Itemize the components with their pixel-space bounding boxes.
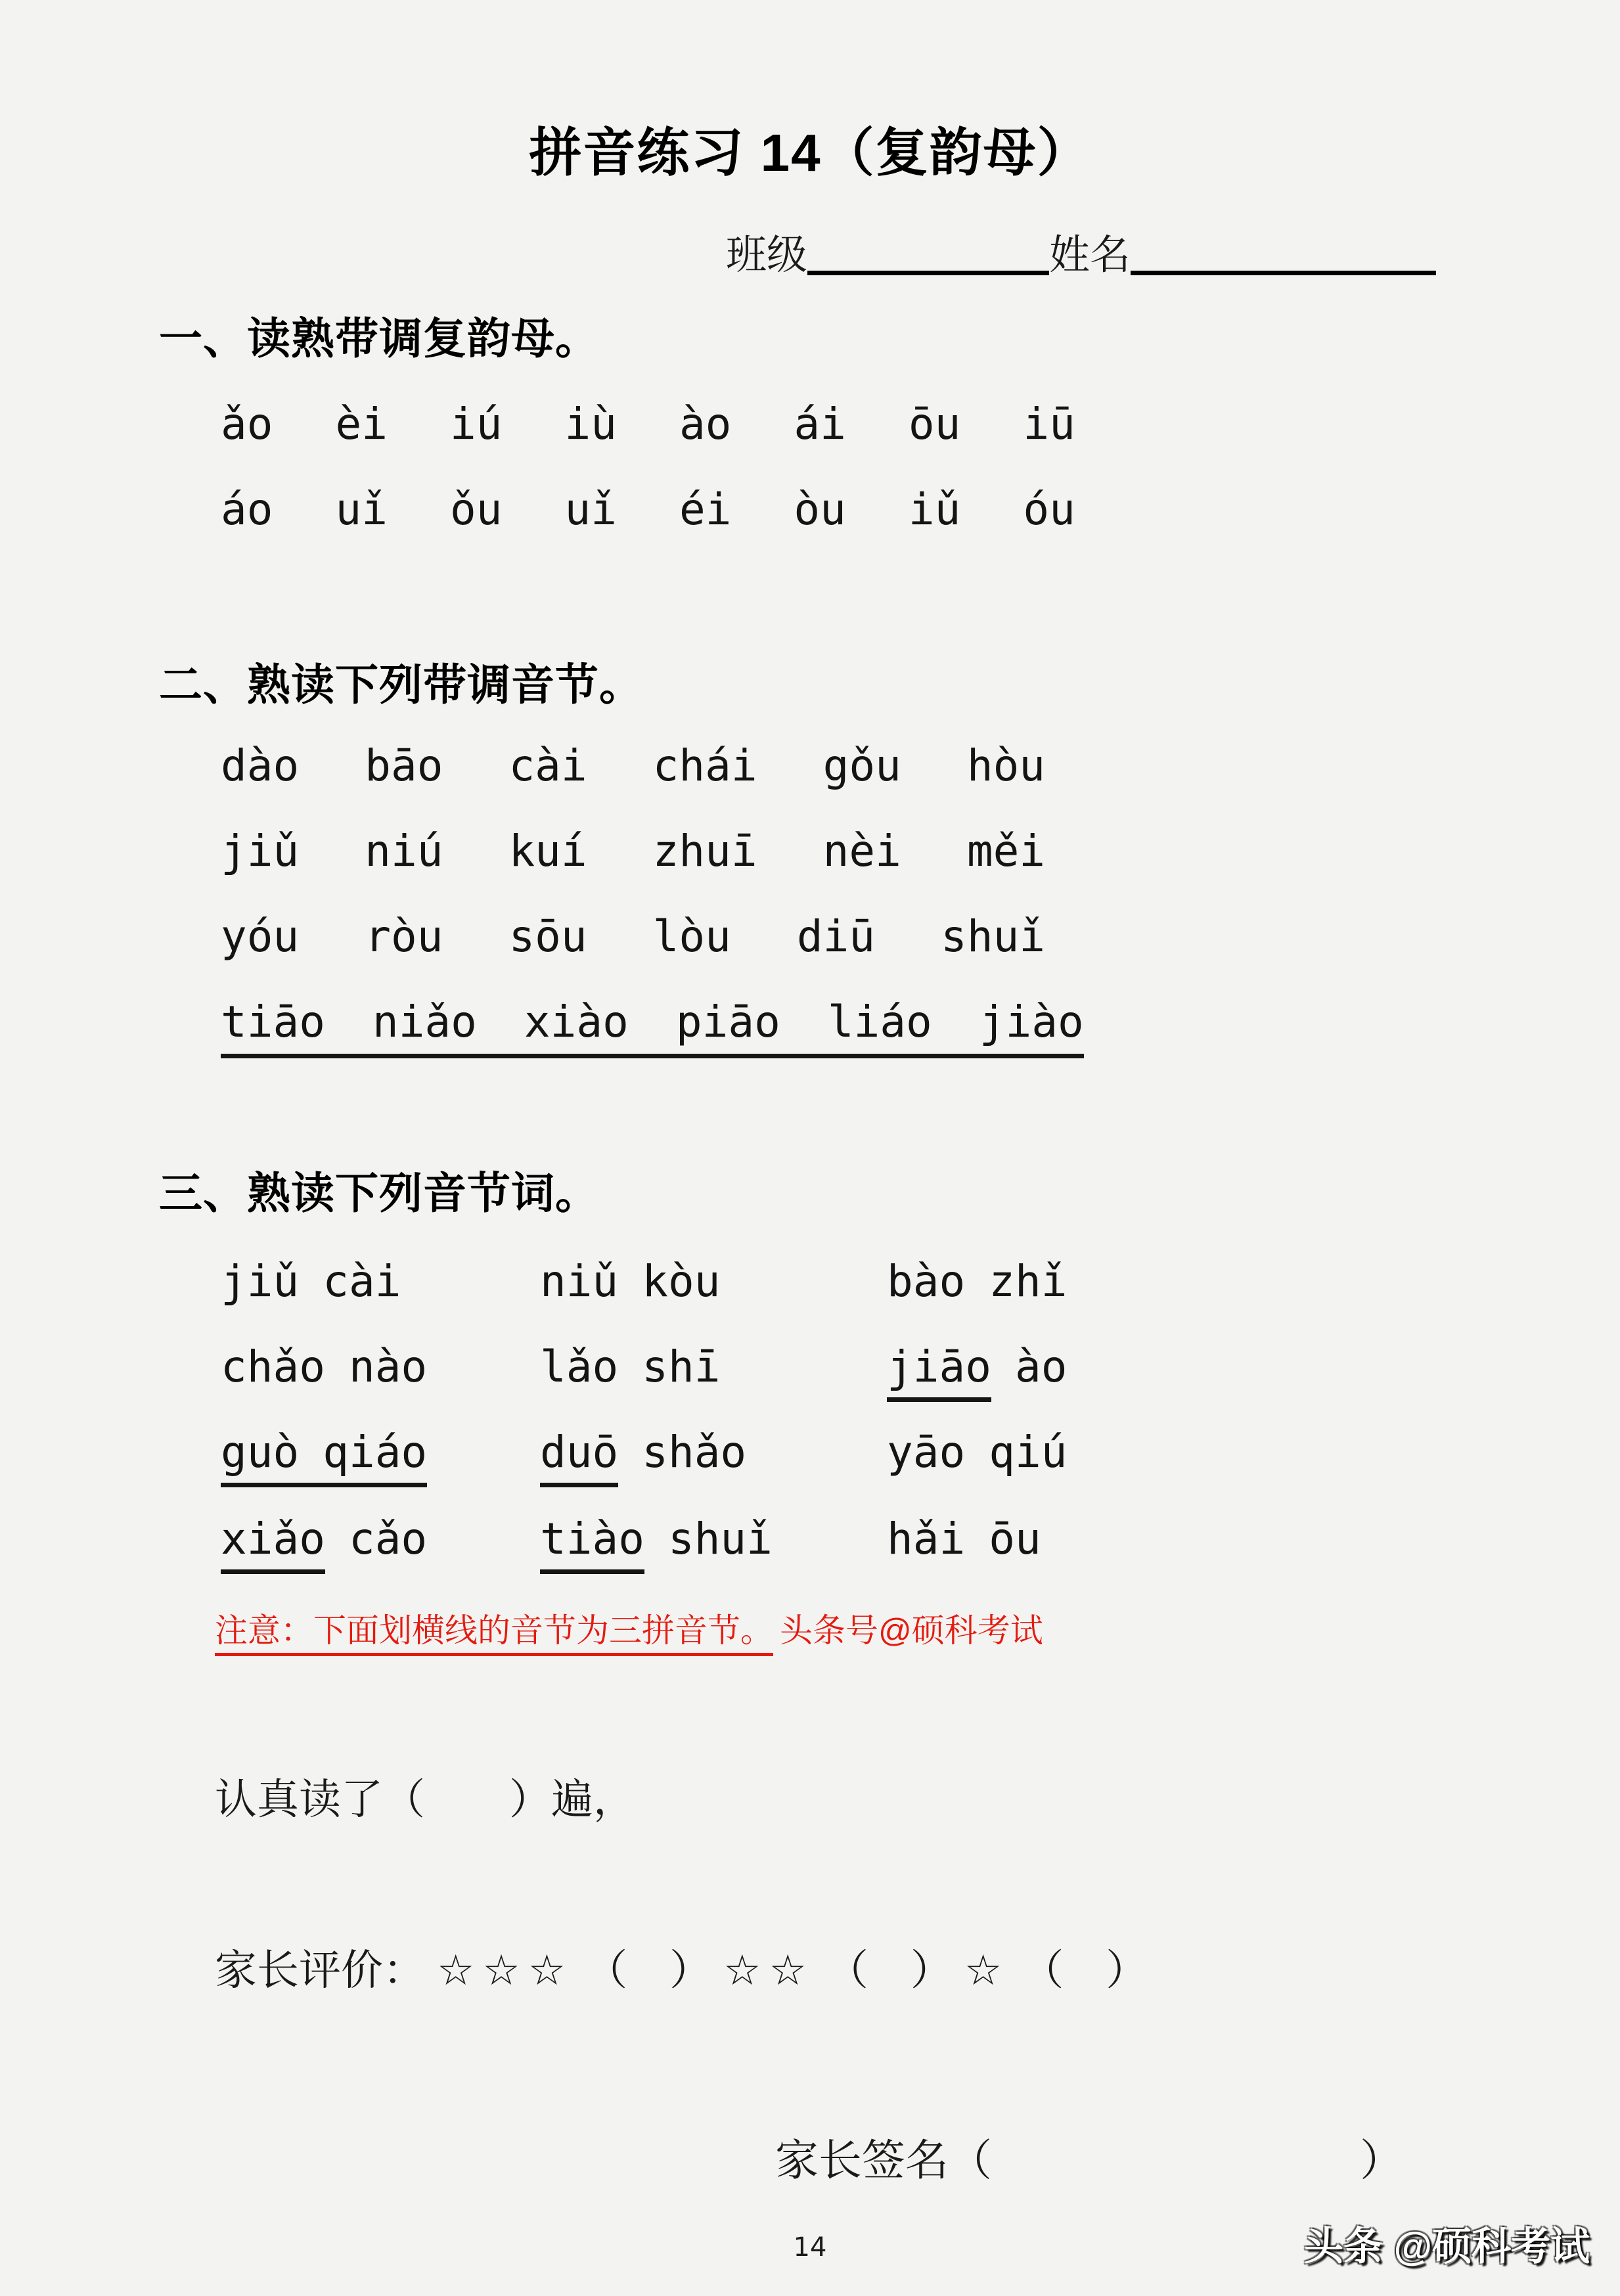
- evaluation-label: 家长评价：: [215, 1947, 425, 1994]
- section1-row-2: [221, 484, 1075, 535]
- section2-row-4-underlined: [221, 997, 1084, 1058]
- pinyin-word: bào: [887, 1256, 966, 1307]
- section2-row-1: [221, 740, 1045, 791]
- pinyin-syllable: òu: [794, 484, 846, 535]
- toutiao-watermark: 头条 @硕科考试: [1303, 2224, 1590, 2268]
- read-count-line: 认真读了（ ）遍，: [215, 1776, 635, 1823]
- pinyin-syllable: gǒu: [822, 740, 901, 791]
- pinyin-syllable: dào: [221, 740, 300, 791]
- pinyin-syllable: ào: [679, 399, 732, 449]
- pinyin-word-pair: [540, 1427, 746, 1487]
- pinyin-word: lǎo: [540, 1341, 619, 1392]
- pinyin-word: kòu: [642, 1256, 721, 1307]
- pinyin-word-pair: [887, 1514, 1041, 1564]
- section2-heading: 二、熟读下列带调音节。: [159, 660, 643, 709]
- pinyin-syllable: lòu: [652, 911, 731, 962]
- parent-signature-line: [775, 2125, 1403, 2188]
- pinyin-syllable: uǐ: [335, 484, 388, 535]
- pinyin-syllable: ǒu: [449, 484, 503, 535]
- pinyin-word-pair: [540, 1514, 773, 1574]
- pinyin-syllable: měi: [966, 826, 1046, 876]
- class-blank-line[interactable]: [807, 230, 1049, 275]
- section3-row-4: [221, 1514, 1041, 1574]
- section2-row-3: [221, 911, 1045, 962]
- pinyin-word-underlined: xiǎo: [221, 1514, 325, 1574]
- section2-row-2: [221, 826, 1045, 876]
- pinyin-word: chǎo: [221, 1341, 325, 1392]
- pinyin-syllable: ái: [794, 399, 846, 449]
- pinyin-syllable: bāo: [365, 740, 443, 791]
- pinyin-syllable: áo: [221, 484, 273, 535]
- pinyin-word-underlined: duō: [540, 1427, 618, 1487]
- pinyin-syllable: liáo: [827, 997, 932, 1047]
- section1-heading: 一、读熟带调复韵母。: [159, 314, 599, 363]
- pinyin-word: zhǐ: [989, 1256, 1068, 1307]
- class-label: 班级: [726, 233, 808, 278]
- pinyin-word: shǎo: [642, 1427, 747, 1477]
- pinyin-syllable: jiǔ: [221, 826, 300, 876]
- pinyin-syllable: cài: [508, 740, 587, 791]
- pinyin-syllable: niú: [365, 826, 443, 876]
- section1-row-1: [221, 399, 1075, 449]
- pinyin-syllable: óu: [1023, 484, 1075, 535]
- header-fields: [726, 222, 1436, 281]
- name-label: 姓名: [1049, 233, 1131, 278]
- pinyin-word-pair: [540, 1256, 720, 1307]
- signature-close-paren: ）: [1360, 2137, 1403, 2185]
- pinyin-syllable: iǔ: [908, 484, 961, 535]
- pinyin-word: niǔ: [540, 1256, 619, 1307]
- pinyin-word: nào: [348, 1341, 428, 1392]
- pinyin-word: hǎi: [887, 1514, 966, 1564]
- red-note: [215, 1604, 1043, 1652]
- pinyin-syllable: zhuī: [652, 826, 757, 876]
- pinyin-word: qiáo: [323, 1427, 428, 1477]
- pinyin-syllable: ōu: [908, 399, 961, 449]
- pinyin-word-pair-underlined: [221, 1427, 427, 1487]
- pinyin-word-pair: [887, 1341, 1067, 1402]
- pinyin-word-pair: [221, 1256, 401, 1307]
- section3-heading: 三、熟读下列音节词。: [159, 1169, 599, 1217]
- page-title: 拼音练习 14（复韵母）: [529, 124, 1091, 182]
- pinyin-syllable: ǎo: [221, 399, 273, 449]
- pinyin-syllable: kuí: [508, 826, 587, 876]
- three-star-rating: ☆☆☆: [437, 1947, 574, 1995]
- section3-row-1: [221, 1256, 1067, 1307]
- pinyin-syllable: uǐ: [564, 484, 617, 535]
- pinyin-word: guò: [221, 1427, 300, 1477]
- pinyin-word: yāo: [887, 1427, 966, 1477]
- one-star-rating: ☆: [964, 1947, 1010, 1995]
- pinyin-word-underlined: jiāo: [887, 1341, 991, 1402]
- pinyin-word-pair: [887, 1256, 1067, 1307]
- pinyin-syllable: shuǐ: [941, 911, 1046, 962]
- name-blank-line[interactable]: [1131, 230, 1436, 275]
- pinyin-word-pair: [887, 1427, 1067, 1477]
- rating-blank[interactable]: （ ）: [1022, 1947, 1148, 1994]
- section3-row-2: [221, 1341, 1067, 1402]
- pinyin-syllable: sōu: [508, 911, 587, 962]
- pinyin-syllable: èi: [335, 399, 388, 449]
- pinyin-syllable: diū: [796, 911, 876, 962]
- section3-row-3: [221, 1427, 1067, 1487]
- pinyin-word-pair: [221, 1341, 427, 1392]
- pinyin-syllable: hòu: [966, 740, 1046, 791]
- pinyin-syllable: xiào: [524, 997, 629, 1047]
- pinyin-syllable: chái: [652, 740, 757, 791]
- pinyin-syllable: iù: [564, 399, 617, 449]
- pinyin-word: shuǐ: [667, 1514, 773, 1564]
- rating-blank[interactable]: （ ）: [826, 1947, 953, 1994]
- pinyin-syllable: iú: [449, 399, 503, 449]
- pinyin-word: qiú: [989, 1427, 1068, 1477]
- pinyin-syllable: nèi: [822, 826, 901, 876]
- pinyin-word-pair: [221, 1514, 427, 1574]
- two-star-rating: ☆☆: [723, 1947, 815, 1995]
- pinyin-syllable: iū: [1023, 399, 1075, 449]
- pinyin-word: jiǔ: [221, 1256, 300, 1307]
- parent-evaluation-line: [215, 1937, 1148, 1997]
- pinyin-word: cài: [323, 1256, 401, 1307]
- pinyin-word: ào: [1014, 1341, 1068, 1392]
- pinyin-word-underlined: tiào: [540, 1514, 644, 1574]
- red-note-underlined-text: 注意：下面划横线的音节为三拼音节。: [215, 1612, 773, 1656]
- pinyin-word: shī: [642, 1341, 721, 1392]
- pinyin-syllable: ròu: [365, 911, 443, 962]
- red-note-watermark-text: 头条号@硕科考试: [780, 1612, 1043, 1649]
- pinyin-word: cǎo: [348, 1514, 428, 1564]
- pinyin-syllable: niǎo: [372, 997, 477, 1047]
- pinyin-word-pair: [540, 1341, 720, 1392]
- pinyin-syllable: jiào: [979, 997, 1084, 1047]
- pinyin-word: ōu: [989, 1514, 1041, 1564]
- signature-label: 家长签名（: [775, 2137, 992, 2185]
- pinyin-syllable: yóu: [221, 911, 300, 962]
- pinyin-syllable: piāo: [675, 997, 780, 1047]
- pinyin-syllable: éi: [679, 484, 732, 535]
- rating-blank[interactable]: （ ）: [585, 1947, 712, 1994]
- page-number: 14: [793, 2232, 827, 2262]
- pinyin-syllable: tiāo: [221, 997, 325, 1047]
